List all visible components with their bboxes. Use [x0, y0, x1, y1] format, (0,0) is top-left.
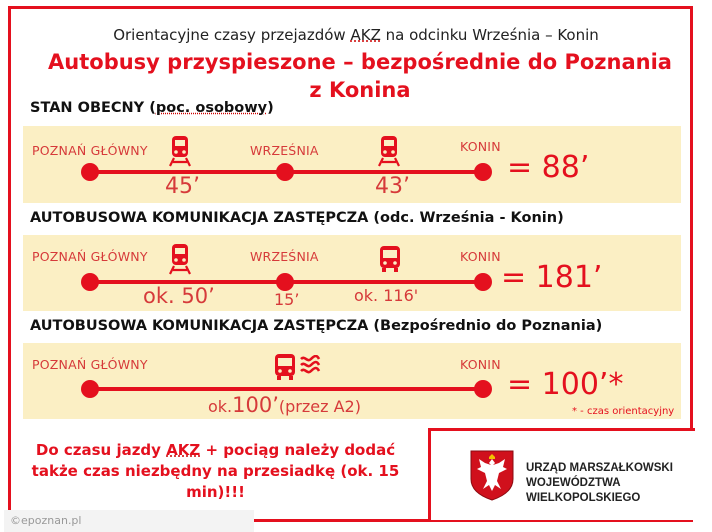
segment-time: ok. 50’	[143, 284, 215, 308]
train-icon	[378, 135, 400, 171]
station-label: KONIN	[460, 249, 501, 264]
segment-time: 45’	[165, 174, 200, 199]
eagle-coat-of-arms-icon	[469, 449, 515, 505]
station-dot	[276, 163, 294, 181]
header-subtitle: Autobusy przyspieszone – bezpośrednie do Poznania z Konina	[48, 50, 672, 102]
logo-text: URZĄD MARSZAŁKOWSKI WOJEWÓDZTWA WIELKOPOLSKIEGO	[526, 462, 673, 504]
bus-icon	[379, 245, 401, 277]
section-title-current: STAN OBECNY (poc. osobowy)	[30, 100, 274, 116]
segment-time: 15’	[274, 290, 300, 309]
station-dot	[81, 163, 99, 181]
station-label: KONIN	[460, 357, 501, 372]
station-label: POZNAŃ GŁÓWNY	[32, 357, 148, 372]
total-time: = 100’*	[507, 367, 624, 402]
section-title-direct: AUTOBUSOWA KOMUNIKACJA ZASTĘPCZA (Bezpośrednio do Poznania)	[30, 318, 603, 334]
logo-box	[428, 428, 695, 520]
train-icon	[169, 135, 191, 171]
station-label: POZNAŃ GŁÓWNY	[32, 143, 148, 158]
station-label: POZNAŃ GŁÓWNY	[32, 249, 148, 264]
route-line	[91, 387, 485, 391]
station-dot	[474, 163, 492, 181]
station-dot	[474, 380, 492, 398]
station-dot	[276, 273, 294, 291]
station-dot	[474, 273, 492, 291]
train-icon	[169, 243, 191, 279]
section-title-replacement: AUTOBUSOWA KOMUNIKACJA ZASTĘPCZA (odc. Września - Konin)	[30, 210, 564, 226]
footnote: * - czas orientacyjny	[572, 406, 675, 417]
total-time: = 88’	[507, 150, 590, 185]
station-label: WRZEŚNIA	[250, 249, 319, 264]
watermark: ©epoznan.pl	[4, 510, 254, 532]
highway-icon	[299, 355, 321, 379]
segment-time: 43’	[375, 174, 410, 199]
route-band-replacement	[23, 235, 681, 311]
segment-time: ok.100’(przez A2)	[208, 393, 361, 417]
station-dot	[81, 380, 99, 398]
station-dot	[81, 273, 99, 291]
bus-icon	[274, 353, 296, 385]
segment-time: ok. 116'	[354, 286, 419, 305]
header-title: Orientacyjne czasy przejazdów AKZ na odcinku Września – Konin	[113, 26, 599, 44]
route-band-current	[23, 126, 681, 203]
total-time: = 181’	[501, 260, 603, 295]
station-label: KONIN	[460, 139, 501, 154]
station-label: WRZEŚNIA	[250, 143, 319, 158]
copyright-icon: ©	[10, 514, 21, 527]
transfer-note: Do czasu jazdy AKZ + pociąg należy dodać także czas niezbędny na przesiadkę (ok. 15 min)!!!	[31, 441, 400, 501]
